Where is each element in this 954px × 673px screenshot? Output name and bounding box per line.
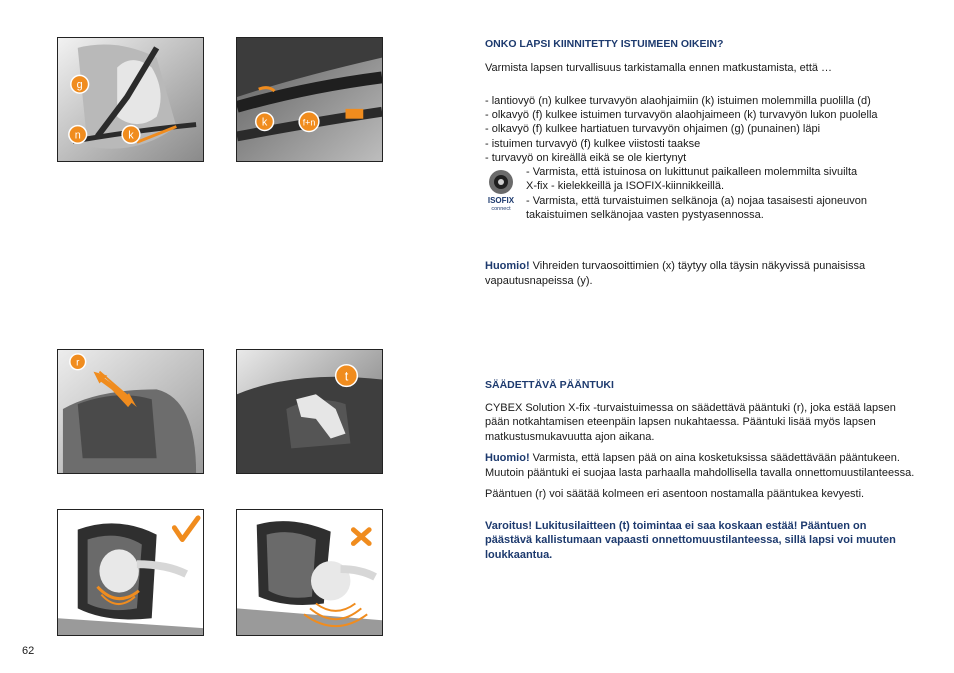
illustration-head-correct <box>57 509 204 636</box>
illustration-belt-routing <box>57 37 204 162</box>
check-icon <box>174 518 198 540</box>
isofix-line: - Varmista, että istuinosa on lukittunut paikalleen molemmilta sivuilta <box>526 166 858 178</box>
illustration-headrest-adjust <box>57 349 204 474</box>
illustration-lock-device <box>236 349 383 474</box>
list-item: - lantiovyö (n) kulkee turvavyön alaohjaimiin (k) istuimen molemmilla puolilla (d) <box>485 95 871 107</box>
paragraph: Pääntuen (r) voi säätää kolmeen eri asentoon nostamalla pääntukea kevyesti. <box>485 488 865 500</box>
label-r-icon <box>70 354 86 370</box>
svg-text:g: g <box>76 79 83 92</box>
svg-text:f+n: f+n <box>302 117 316 128</box>
illustration-head-incorrect <box>236 509 383 636</box>
list-item: - turvavyö on kireällä eikä se ole kiertynyt <box>485 151 687 164</box>
svg-text:k: k <box>128 129 134 142</box>
note-label: Huomio! <box>485 452 530 464</box>
section-check-installation <box>485 37 915 75</box>
label-n-icon <box>69 126 87 144</box>
list-item: - olkavyö (f) kulkee hartiatuen turvavyön ohjaimen (g) (punainen) läpi <box>485 123 821 136</box>
warning-text: Varoitus! Lukitusilaitteen (t) toimintaa ei saa koskaan estää! Pääntuen on päästävä kallistumaan vapaasti onnettomuustilanteessa, sillä lapsi voi muuten loukkaantua. <box>485 519 896 561</box>
page-number: 62 <box>22 645 35 657</box>
label-k-icon <box>122 126 140 144</box>
cross-icon <box>353 530 369 544</box>
list-item: - olkavyö (f) kulkee istuimen turvavyön alaohjaimeen (k) turvavyön lukon puolella <box>485 109 878 122</box>
isofix-line: X-fix - kielekkeillä ja ISOFIX-kiinnikkeillä. <box>526 180 725 193</box>
note-indicators <box>485 259 915 288</box>
label-t-icon <box>336 365 358 387</box>
svg-text:r: r <box>76 357 80 369</box>
section-title: SÄÄDETTÄVÄ PÄÄNTUKI <box>485 379 614 391</box>
note-label: Huomio! <box>485 260 530 272</box>
note-text: Varmista, että lapsen pää on aina kosketuksissa säädettävään pääntukeen. Muutoin pääntuki ei suojaa lasta parhaalla mahdollisella tavalla onnettomuustilanteessa. <box>485 452 915 479</box>
isofix-line: takaistuimen selkänojaa vasten pystyasennossa. <box>526 208 764 221</box>
svg-text:n: n <box>74 129 81 142</box>
note-text: Vihreiden turvaosoittimien (x) täytyy olla täysin näkyvissä punaisissa vapautusnapeissa (y). <box>485 260 866 287</box>
label-k-icon <box>256 113 274 131</box>
paragraph: CYBEX Solution X-fix -turvaistuimessa on säädettävä pääntuki (r), joka estää lapsen pään notkahtamisen eteenpäin lapsen nukahtaessa. Pääntuki lisää myös lapsen matkustusmukavuutta ajon aikana. <box>485 401 896 443</box>
illustration-belt-guide <box>236 37 383 162</box>
svg-text:ISOFIX: ISOFIX <box>487 196 515 205</box>
label-f-n-icon <box>299 112 319 132</box>
checklist <box>485 94 915 165</box>
isofix-line: - Varmista, että turvaistuimen selkänoja (a) nojaa tasaisesti ajoneuvon <box>526 194 867 207</box>
section-title: ONKO LAPSI KIINNITETTY ISTUIMEEN OIKEIN? <box>485 38 724 50</box>
svg-text:t: t <box>344 368 349 384</box>
label-g-icon <box>71 75 89 93</box>
list-item: - istuimen turvavyö (f) kulkee viistosti taakse <box>485 137 701 150</box>
isofix-connect-logo-icon <box>485 168 517 212</box>
svg-text:k: k <box>261 116 268 129</box>
svg-text:connect: connect <box>491 206 511 212</box>
section-headrest <box>485 378 915 562</box>
intro-text: Varmista lapsen turvallisuus tarkistamalla ennen matkustamista, että … <box>485 61 833 74</box>
